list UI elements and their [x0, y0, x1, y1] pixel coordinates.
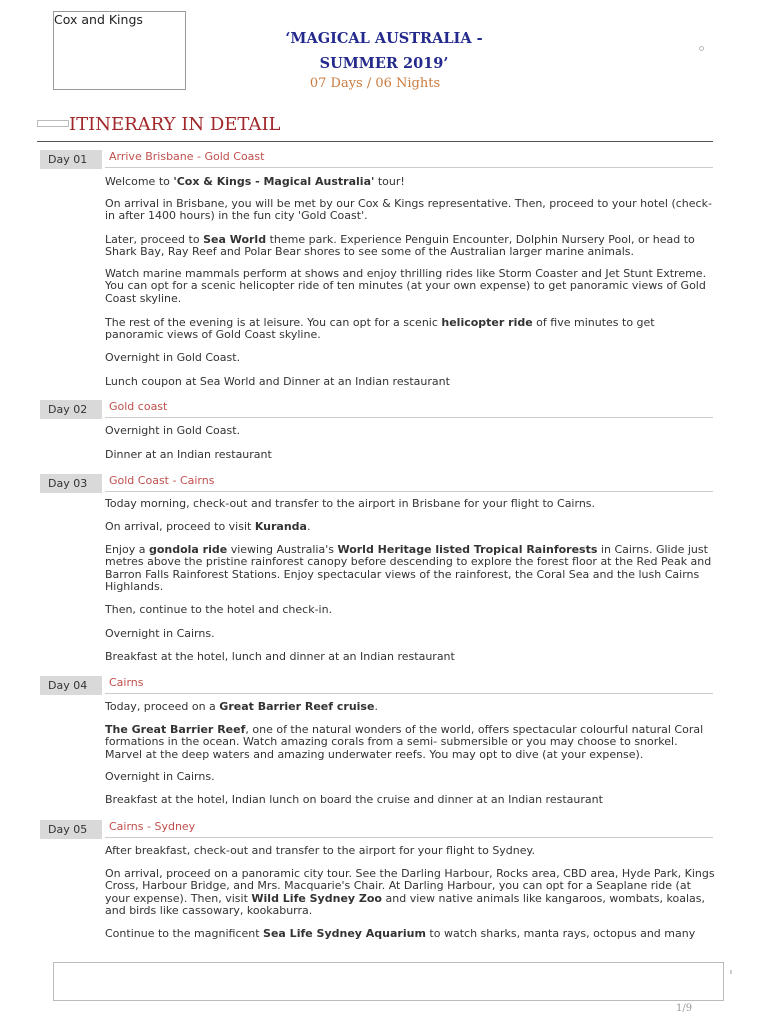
day-place: Arrive Brisbane - Gold Coast [109, 150, 265, 163]
day-place: Cairns [109, 676, 144, 689]
day-divider [105, 693, 713, 694]
text-run: Overnight in Gold Coast. [105, 424, 241, 437]
itinerary-paragraph [105, 794, 715, 806]
itinerary-paragraph [105, 928, 715, 940]
day-header [40, 820, 713, 839]
day-label: Day 04 [40, 676, 102, 695]
day-place: Cairns - Sydney [109, 820, 196, 833]
text-run: Overnight in Cairns. [105, 770, 215, 783]
day-divider [105, 491, 713, 492]
day-header [40, 150, 713, 169]
itinerary-paragraph [105, 651, 715, 663]
itinerary-paragraph [105, 268, 715, 305]
day-divider [105, 837, 713, 838]
itinerary-paragraph [105, 498, 715, 510]
text-run: Overnight in Cairns. [105, 627, 215, 640]
text-run: Enjoy a [105, 543, 149, 556]
text-run: Then, continue to the hotel and check-in. [105, 603, 333, 616]
emphasized-text: Wild Life Sydney Zoo [251, 891, 382, 905]
text-run: Welcome to [105, 175, 174, 188]
text-run: On arrival, proceed to visit [105, 520, 255, 533]
text-run: On arrival in Brisbane, you will be met by our Cox & Kings representative. Then, proceed to your hotel (check-in after 1400 hours) in the fun city 'Gold Coast'. [105, 197, 712, 223]
decorative-dot-icon [699, 46, 704, 51]
text-run: Overnight in Gold Coast. [105, 351, 241, 364]
emphasized-text: The Great Barrier Reef [105, 723, 246, 736]
text-run: Today morning, check-out and transfer to the airport in Brisbane for your flight to Cairns. [105, 497, 596, 510]
text-run: tour! [374, 175, 405, 188]
emphasized-text: Sea World [203, 233, 267, 246]
text-run: . [374, 700, 378, 713]
day-header [40, 676, 713, 695]
text-run: , one of the natural wonders of the world, offers spectacular colourful natural Coral formations in the ocean. Watch amazing corals from a semi- submersible or you may choose to snorkel. Marvel at the deep waters and amazing underwater reefs. You may opt to dive (at your expense). [105, 723, 704, 761]
text-run: theme park. Experience Penguin Encounter, Dolphin Nursery Pool, or head to Shark Bay, Ray Reef and Polar Bear shores to see some of the Australian larger marine animals. [105, 233, 695, 259]
itinerary-paragraph [105, 449, 715, 461]
tour-duration: 07 Days / 06 Nights [309, 76, 441, 91]
day-header [40, 474, 713, 493]
itinerary-paragraph [105, 352, 715, 364]
itinerary-paragraph [105, 701, 715, 713]
text-run: Continue to the magnificent [105, 927, 264, 940]
itinerary-paragraph [105, 845, 715, 857]
tour-title-line-2: SUMMER 2019’ [319, 55, 449, 72]
text-run: in Cairns. Glide just metres above the pristine rainforest canopy before descending to explore the forest floor at the Red Peak and Barron Falls Rainforest Stations. Enjoy spectacular views of the rainforest, the Coral Sea and the lush Cairns Highlands. [105, 543, 712, 594]
emphasized-text: gondola ride [148, 543, 228, 556]
text-run: to watch sharks, manta rays, octopus and many [425, 927, 696, 940]
itinerary-paragraph [105, 521, 715, 533]
text-run: Dinner at an Indian restaurant [105, 448, 272, 461]
emphasized-text: helicopter ride [441, 316, 533, 329]
itinerary-paragraph [105, 198, 715, 223]
itinerary-paragraph [105, 317, 715, 342]
itinerary-paragraph [105, 868, 715, 918]
itinerary-paragraph [105, 376, 715, 388]
day-divider [105, 167, 713, 168]
itinerary-paragraph [105, 544, 715, 594]
text-run: Today, proceed on a [105, 700, 220, 713]
text-run: of five minutes to get panoramic views of Gold Coast skyline. [105, 316, 655, 342]
itinerary-paragraph [105, 771, 715, 783]
tour-title-line-1: ‘MAGICAL AUSTRALIA - [285, 30, 483, 47]
text-run: Breakfast at the hotel, lunch and dinner at an Indian restaurant [105, 650, 455, 663]
company-logo-text: Cox and Kings [54, 12, 143, 27]
itinerary-paragraph [105, 425, 715, 437]
day-place: Gold coast [109, 400, 168, 413]
day-header [40, 400, 713, 419]
emphasized-text: World Heritage listed Tropical Rainforests [337, 543, 598, 556]
itinerary-paragraph [105, 724, 715, 761]
text-run: The rest of the evening is at leisure. You can opt for a scenic [105, 316, 442, 329]
text-run: Later, proceed to [105, 233, 204, 246]
emphasized-text: 'Cox & Kings - Magical Australia' [173, 175, 375, 188]
text-run: After breakfast, check-out and transfer to the airport for your flight to Sydney. [105, 844, 535, 857]
text-run: Watch marine mammals perform at shows and enjoy thrilling rides like Storm Coaster and Jet Stunt Extreme. You can opt for a scenic helicopter ride of ten minutes (at your own expense) to get panoramic views of Gold Coast skyline. [105, 267, 707, 305]
emphasized-text: Great Barrier Reef cruise [219, 700, 375, 713]
section-marker [37, 120, 69, 127]
decorative-mark-icon [730, 970, 732, 974]
text-run: Lunch coupon at Sea World and Dinner at an Indian restaurant [105, 375, 450, 388]
emphasized-text: Kuranda [254, 520, 307, 533]
section-divider [37, 141, 713, 142]
day-label: Day 02 [40, 400, 102, 419]
text-run: and view native animals like kangaroos, wombats, koalas, and birds like cassowary, kookaburra. [105, 891, 705, 918]
section-title: ITINERARY IN DETAIL [69, 114, 281, 135]
text-run: . [306, 520, 311, 533]
footer-box [53, 962, 724, 1001]
itinerary-paragraph [105, 628, 715, 640]
itinerary-paragraph [105, 234, 715, 259]
day-divider [105, 417, 713, 418]
text-run: viewing Australia's [227, 543, 338, 556]
page-number: 1/9 [676, 1003, 693, 1014]
emphasized-text: Sea Life Sydney Aquarium [263, 927, 426, 940]
itinerary-paragraph [105, 604, 715, 616]
day-label: Day 01 [40, 150, 102, 169]
text-run: Breakfast at the hotel, Indian lunch on board the cruise and dinner at an Indian restaurant [105, 793, 603, 806]
text-run: On arrival, proceed on a panoramic city tour. See the Darling Harbour, Rocks area, CBD area, Hyde Park, Kings Cross, Harbour Bridge, and Mrs. Macquarie's Chair. At Darling Harbour, you can opt for a Seaplane ride (at your expense). Then, visit [105, 867, 715, 905]
day-label: Day 05 [40, 820, 102, 839]
itinerary-paragraph [105, 176, 715, 188]
day-label: Day 03 [40, 474, 102, 493]
day-place: Gold Coast - Cairns [109, 474, 215, 487]
